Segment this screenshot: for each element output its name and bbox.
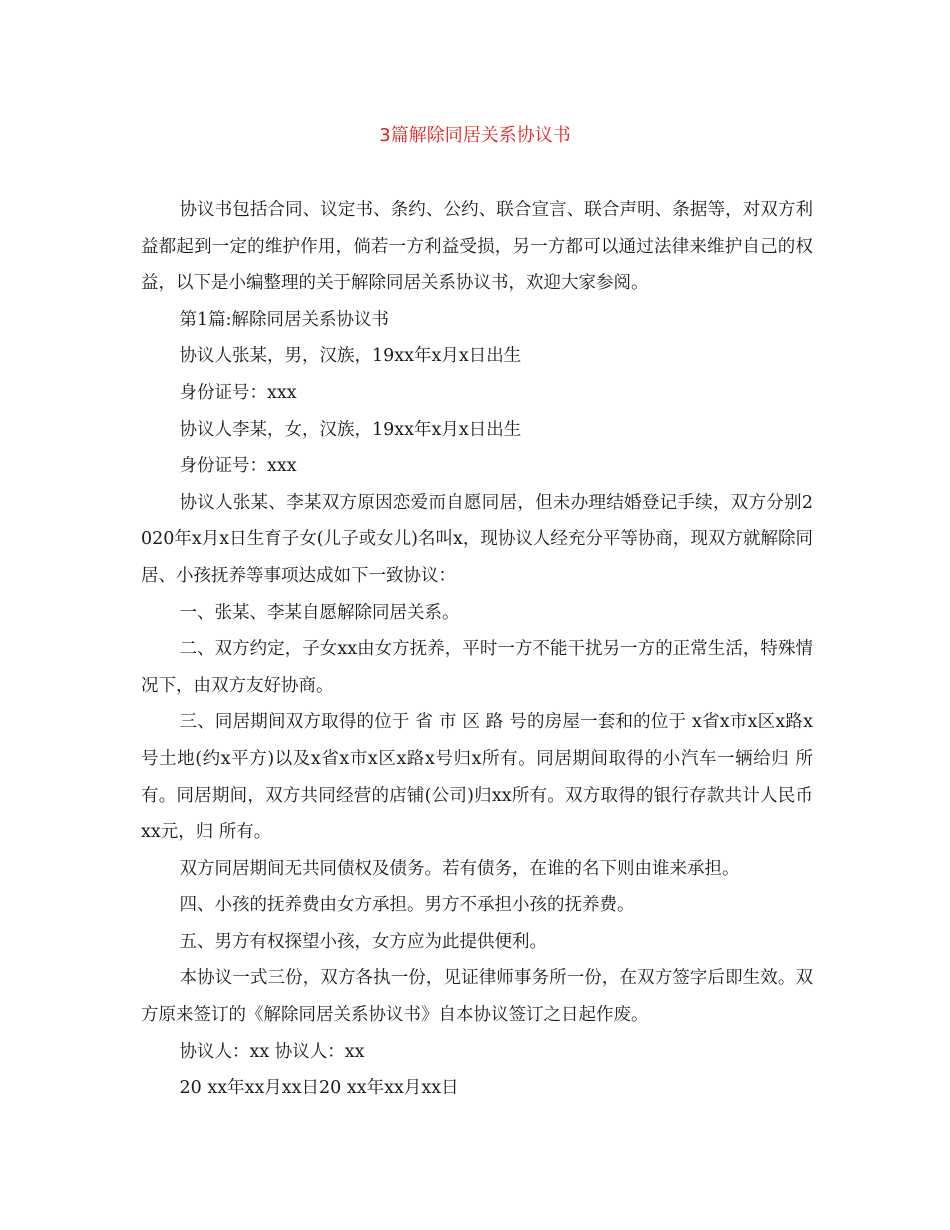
paragraph-dates: 20 xx年xx月xx日20 xx年xx月xx日 xyxy=(179,1078,459,1099)
document-title: 3篇解除同居关系协议书 xyxy=(379,125,571,146)
paragraph-background: 协议人张某、李某双方原因恋爱而自愿同居，但未办理结婚登记手续，双方分别2020年x月x日生育子女(儿子或女儿)名叫x，现协议人经充分平等协商，现双方就解除同居、小孩抚养等事项达成如下一致协议： xyxy=(141,492,813,586)
paragraph-party-a: 协议人张某，男，汉族，19xx年x月x日出生 xyxy=(179,346,522,367)
document-body xyxy=(141,192,813,1107)
paragraph-party-b-id: 身份证号：xxx xyxy=(179,456,297,477)
paragraph-copies: 本协议一式三份，双方各执一份，见证律师事务所一份，在双方签字后即生效。双方原来签订的《解除同居关系协议书》自本协议签订之日起作废。 xyxy=(141,968,813,1026)
paragraph-clause-4: 四、小孩的抚养费由女方承担。男方不承担小孩的抚养费。 xyxy=(179,895,635,916)
paragraph-clause-3: 三、同居期间双方取得的位于 省 市 区 路 号的房屋一套和的位于 x省x市x区x路x号土地(约x平方)以及x省x市x区x路x号归x所有。同居期间取得的小汽车一辆给归 所有。同居期间，双方共同经营的店铺(公司)归xx所有。双方取得的银行存款共计人民币xx元，归 所有。 xyxy=(141,712,813,843)
paragraph-intro: 协议书包括合同、议定书、条约、公约、联合宣言、联合声明、条据等，对双方利益都起到一定的维护作用，倘若一方利益受损，另一方都可以通过法律来维护自己的权益，以下是小编整理的关于解除同居关系协议书，欢迎大家参阅。 xyxy=(141,200,813,294)
paragraph-section-heading: 第1篇:解除同居关系协议书 xyxy=(179,309,390,330)
paragraph-debts: 双方同居期间无共同债权及债务。若有债务，在谁的名下则由谁来承担。 xyxy=(179,858,740,879)
paragraph-clause-1: 一、张某、李某自愿解除同居关系。 xyxy=(179,602,460,623)
paragraph-signatures: 协议人：xx 协议人：xx xyxy=(179,1041,365,1062)
paragraph-party-a-id: 身份证号：xxx xyxy=(179,382,297,403)
paragraph-clause-2: 二、双方约定，子女xx由女方抚养，平时一方不能干扰另一方的正常生活，特殊情况下，由双方友好协商。 xyxy=(141,639,813,696)
paragraph-clause-5: 五、男方有权探望小孩，女方应为此提供便利。 xyxy=(179,931,547,952)
paragraph-party-b: 协议人李某，女，汉族，19xx年x月x日出生 xyxy=(179,419,522,440)
